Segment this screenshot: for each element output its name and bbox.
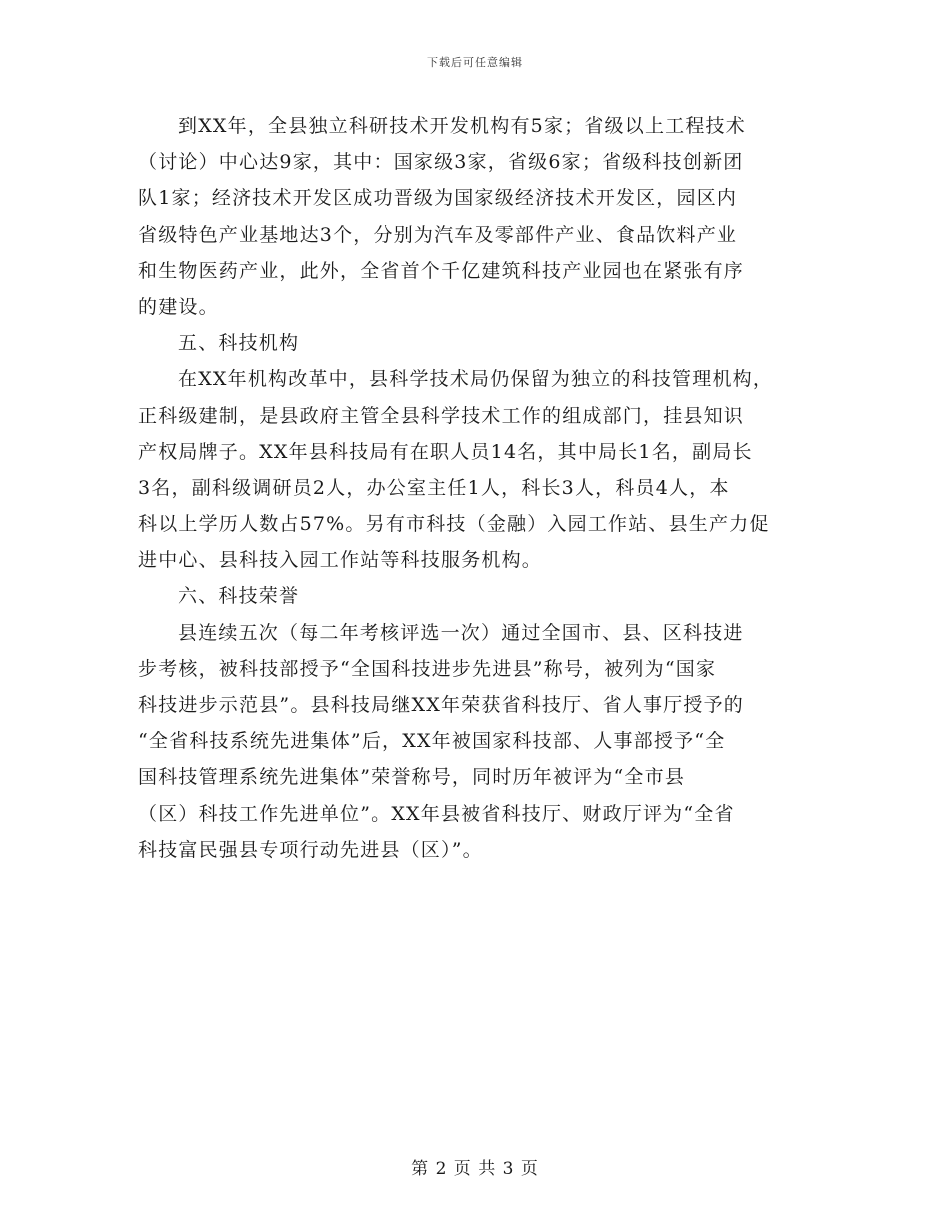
- text-line: 科以上学历人数占57%。另有市科技（金融）入园工作站、县生产力促: [138, 513, 770, 536]
- text-line: 产权局牌子。XX年县科技局有在职人员14名，其中局长1名，副局长: [138, 440, 753, 463]
- section-heading: 五、科技机构: [178, 332, 300, 355]
- text-line: 的建设。: [138, 295, 219, 318]
- text-line: 步考核，被科技部授予“全国科技进步先进县”称号，被列为“国家: [138, 657, 717, 680]
- text-line: 和生物医药产业，此外，全省首个千亿建筑科技产业园也在紧张有序: [138, 259, 745, 282]
- text-line: 科技进步示范县”。县科技局继XX年荣获省科技厅、省人事厅授予的: [138, 694, 744, 716]
- text-line: 3名，副科级调研员2人，办公室主任1人，科长3人，科员4人，本: [138, 476, 730, 499]
- section-heading: 六、科技荣誉: [178, 585, 300, 608]
- text-line: 到XX年，全县独立科研技术开发机构有5家；省级以上工程技术: [178, 115, 746, 137]
- text-line: “全省科技系统先进集体”后，XX年被国家科技部、人事部授予“全: [138, 730, 726, 753]
- text-line: 正科级建制，是县政府主管全县科学技术工作的组成部门，挂县知识: [138, 404, 745, 427]
- text-line: 国科技管理系统先进集体”荣誉称号，同时历年被评为“全市县: [138, 766, 686, 789]
- text-line: （讨论）中心达9家，其中：国家级3家，省级6家；省级科技创新团: [138, 151, 744, 174]
- text-line: 县连续五次（每二年考核评选一次）通过全国市、县、区科技进: [178, 621, 744, 644]
- text-line: 进中心、县科技入园工作站等科技服务机构。: [138, 549, 543, 572]
- text-line: 科技富民强县专项行动先进县（区）”。: [138, 838, 483, 861]
- text-line: 省级特色产业基地达3个，分别为汽车及零部件产业、食品饮料产业: [138, 223, 738, 246]
- page-header-note: 下载后可任意编辑: [427, 56, 523, 69]
- text-line: 队1家；经济技术开发区成功晋级为国家级经济技术开发区，园区内: [138, 187, 738, 210]
- document-body: [138, 108, 818, 868]
- text-line: （区）科技工作先进单位”。XX年县被省科技厅、财政厅评为“全省: [138, 802, 735, 825]
- text-line: 在XX年机构改革中，县科学技术局仍保留为独立的科技管理机构，: [178, 368, 774, 391]
- page-number-footer: 第 2 页 共 3 页: [411, 1159, 539, 1179]
